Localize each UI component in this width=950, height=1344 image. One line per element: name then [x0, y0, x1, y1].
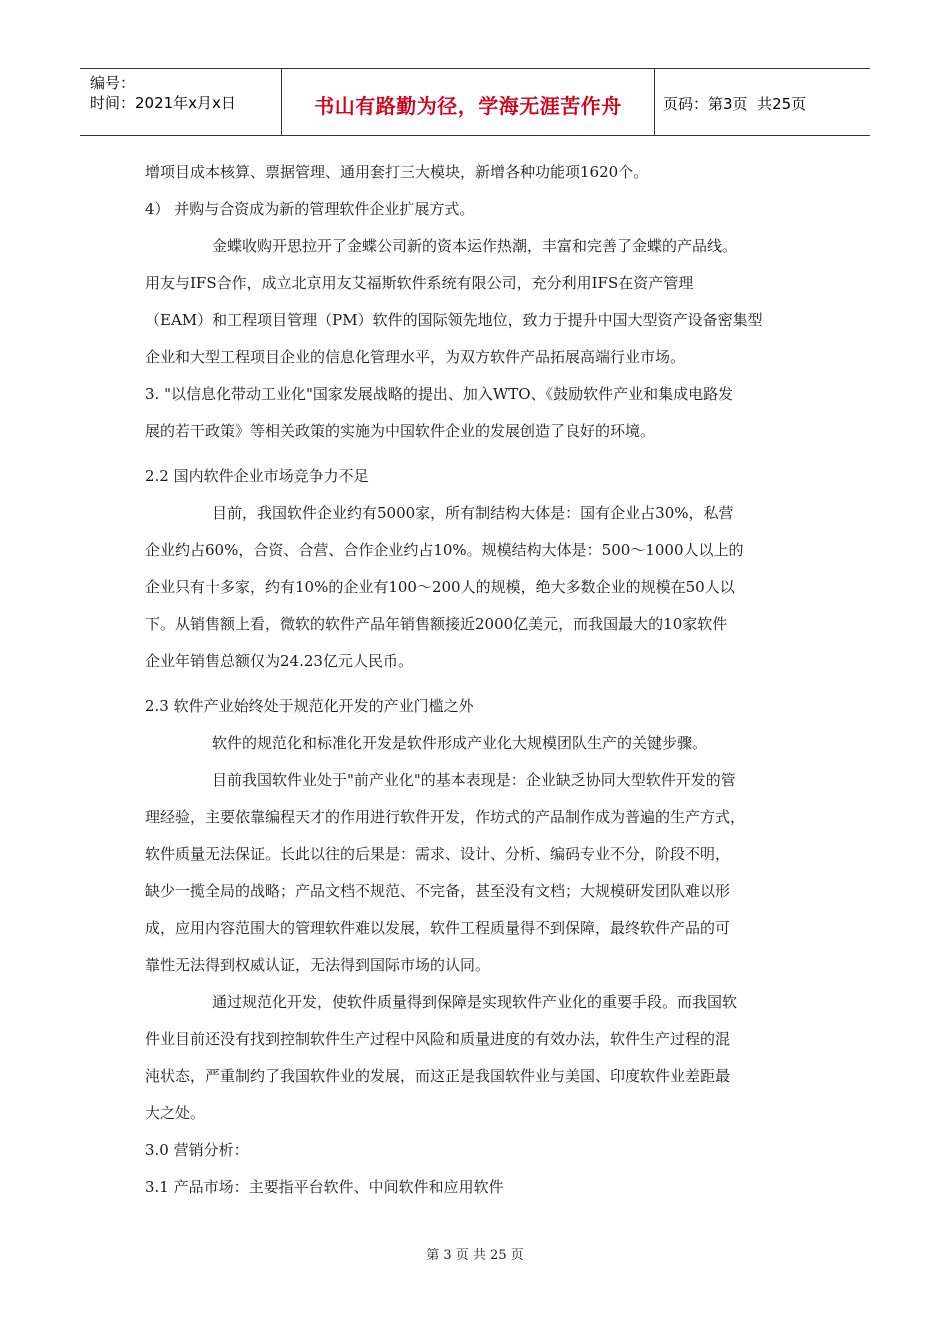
section-heading: 3.1 产品市场：主要指平台软件、中间软件和应用软件	[145, 1178, 504, 1196]
body-line: 企业只有十多家，约有10%的企业有100～200人的规模，绝大多数企业的规模在50人以	[145, 578, 735, 596]
paragraph-start: 目前我国软件业处于"前产业化"的基本表现是：企业缺乏协同大型软件开发的管	[212, 771, 736, 789]
paragraph-start: 通过规范化开发，使软件质量得到保障是实现软件产业化的重要手段。而我国软	[212, 993, 738, 1011]
document-body	[145, 157, 810, 1209]
document-date: 时间：2021年x月x日	[90, 94, 236, 112]
paragraph-start: 软件的规范化和标准化开发是软件形成产业化大规模团队生产的关键步骤。	[212, 734, 708, 752]
body-line: 靠性无法得到权威认证，无法得到国际市场的认同。	[145, 956, 491, 974]
body-line: 成，应用内容范围大的管理软件难以发展，软件工程质量得不到保障，最终软件产品的可	[145, 919, 731, 937]
section-heading: 3.0 营销分析：	[145, 1141, 249, 1159]
body-line: 用友与IFS合作，成立北京用友艾福斯软件系统有限公司，充分利用IFS在资产管理	[145, 274, 694, 292]
body-line: 企业约占60%，合资、合营、合作企业约占10%。规模结构大体是：500～1000人以上的	[145, 541, 744, 559]
body-line: 理经验，主要依靠编程天才的作用进行软件开发，作坊式的产品制作成为普遍的生产方式，	[145, 808, 746, 826]
body-line: 下。从销售额上看，微软的软件产品年销售额接近2000亿美元，而我国最大的10家软件	[145, 615, 728, 633]
header-page-info: 页码：第3页 共25页	[663, 94, 807, 113]
header-motto: 书山有路勤为径，学海无涯苦作舟	[282, 69, 655, 135]
body-line: 企业和大型工程项目企业的信息化管理水平，为双方软件产品拓展高端行业市场。	[145, 348, 686, 366]
paragraph-start: 目前，我国软件企业约有5000家，所有制结构大体是：国有企业占30%，私营	[212, 504, 734, 522]
paragraph-start: 金蝶收购开思拉开了金蝶公司新的资本运作热潮，丰富和完善了金蝶的产品线。	[212, 237, 738, 255]
body-line: （EAM）和工程项目管理（PM）软件的国际领先地位，致力于提升中国大型资产设备密集型	[145, 311, 763, 329]
section-heading: 2.3 软件产业始终处于规范化开发的产业门槛之外	[145, 697, 474, 715]
body-line: 企业年销售总额仅为24.23亿元人民币。	[145, 652, 413, 670]
body-line: 增项目成本核算、票据管理、通用套打三大模块，新增各种功能项1620个。	[145, 163, 649, 181]
header-meta	[80, 69, 282, 135]
body-line: 软件质量无法保证。长此以往的后果是：需求、设计、分析、编码专业不分，阶段不明，	[145, 845, 731, 863]
list-item-heading: 3. "以信息化带动工业化"国家发展战略的提出、加入WTO、《鼓励软件产业和集成电路发	[145, 385, 734, 403]
document-id-label: 编号：	[90, 74, 136, 92]
body-line: 件业目前还没有找到控制软件生产过程中风险和质量进度的有效办法，软件生产过程的混	[145, 1030, 731, 1048]
body-line: 沌状态，严重制约了我国软件业的发展，而这正是我国软件业与美国、印度软件业差距最	[145, 1067, 731, 1085]
body-line: 大之处。	[145, 1104, 206, 1122]
page-footer: 第 3 页 共 25 页	[426, 1248, 524, 1263]
page-header	[80, 68, 870, 136]
body-line: 展的若干政策》等相关政策的实施为中国软件企业的发展创造了良好的环境。	[145, 422, 656, 440]
list-item-heading: 4） 并购与合资成为新的管理软件企业扩展方式。	[145, 200, 475, 218]
body-line: 缺少一揽全局的战略；产品文档不规范、不完备，甚至没有文档；大规模研发团队难以形	[145, 882, 731, 900]
section-heading: 2.2 国内软件企业市场竞争力不足	[145, 467, 369, 485]
